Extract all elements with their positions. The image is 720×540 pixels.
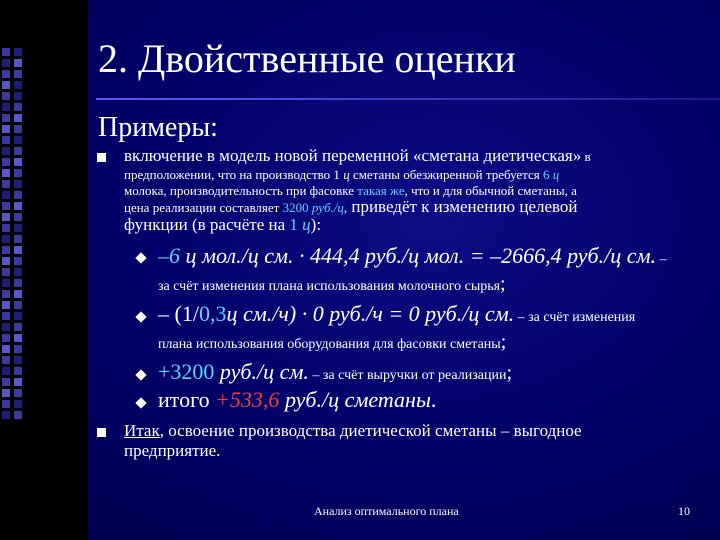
decor-square: [2, 334, 10, 342]
sub-bullet-4: [158, 386, 436, 414]
decor-square: [2, 114, 10, 122]
decor-square: [2, 301, 10, 309]
decor-square: [14, 48, 22, 56]
decor-square: [2, 70, 10, 78]
decor-square: [14, 400, 22, 408]
formula: – (1/: [158, 301, 199, 326]
decor-square: [2, 191, 10, 199]
decor-square: [14, 213, 22, 221]
decor-square: [2, 235, 10, 243]
decor-square: [14, 70, 22, 78]
decor-square: [2, 356, 10, 364]
decorative-squares: [2, 48, 22, 419]
text: за счёт изменения плана использования молочного сырья: [158, 279, 501, 294]
formula: руб./ц см.: [214, 359, 309, 384]
decor-square: [2, 246, 10, 254]
formula: ц мол./ц см. · 444,4 руб./ц мол. = –2666,4 руб./ц см.: [180, 243, 657, 268]
decor-square: [2, 224, 10, 232]
left-sidebar-decor: [0, 0, 88, 540]
formula: руб./ц сметаны: [279, 387, 431, 412]
decor-square: [2, 81, 10, 89]
decor-square: [2, 180, 10, 188]
decor-square: [2, 136, 10, 144]
decor-square: [14, 334, 22, 342]
text: цена реализации составляет: [124, 200, 280, 215]
text: – за счёт выручки от реализации: [308, 368, 507, 383]
square-bullet-icon: [97, 153, 106, 162]
square-bullet-icon: [97, 428, 106, 437]
decor-square: [2, 213, 10, 221]
decor-square: [2, 268, 10, 276]
text: , что и для обычной сметаны, а: [404, 183, 577, 198]
diamond-bullet-icon: [135, 311, 146, 322]
decor-square: [14, 59, 22, 67]
decor-square: [2, 323, 10, 331]
decor-square: [14, 246, 22, 254]
decor-square: [14, 103, 22, 111]
decor-square: [14, 290, 22, 298]
decor-square: [14, 81, 22, 89]
bullet-1-line-2: [124, 166, 559, 183]
highlight-value: 6: [539, 167, 550, 182]
decor-square: [14, 147, 22, 155]
decor-square: [14, 378, 22, 386]
decor-square: [2, 257, 10, 265]
highlight-value: 1: [285, 215, 298, 234]
decor-square: [2, 378, 10, 386]
decor-square: [14, 301, 22, 309]
page-number: 10: [678, 504, 690, 518]
text: в: [581, 149, 591, 164]
text: Итак: [124, 421, 160, 440]
highlight-unit: ц: [297, 215, 311, 234]
sub-bullet-1-line-2: [158, 274, 506, 297]
text: сметаны обезжиренной требуется: [349, 167, 540, 182]
decor-square: [2, 103, 10, 111]
decor-square: [2, 202, 10, 210]
decor-square: [14, 92, 22, 100]
decor-square: [2, 345, 10, 353]
bullet-2-line-1: [124, 420, 582, 442]
decor-square: [14, 312, 22, 320]
text: функции (в расчёте на: [124, 215, 286, 234]
decor-square: [14, 202, 22, 210]
decor-square: [2, 125, 10, 133]
text: ;: [506, 362, 513, 384]
text: предположении, что на производство 1: [124, 167, 340, 182]
sub-bullet-2-line-1: [158, 300, 635, 332]
total-value: +533,6: [215, 387, 280, 412]
diamond-bullet-icon: [135, 252, 146, 263]
decor-square: [2, 389, 10, 397]
highlight-text: такая же: [354, 183, 405, 198]
text: – за счёт изменения: [514, 310, 636, 325]
text: плана использования оборудования для фасовки сметаны: [158, 337, 501, 352]
decor-square: [14, 411, 22, 419]
sub-bullet-1-line-1: [158, 242, 667, 274]
decor-square: [14, 114, 22, 122]
slide-subtitle: Примеры:: [98, 112, 218, 143]
diamond-bullet-icon: [135, 397, 146, 408]
highlight-unit: ц: [549, 167, 560, 182]
decor-square: [2, 59, 10, 67]
decor-square: [2, 48, 10, 56]
decor-square: [2, 290, 10, 298]
decor-square: [14, 323, 22, 331]
highlight-value: 0,3: [198, 301, 227, 326]
decor-square: [2, 400, 10, 408]
text: .: [430, 387, 437, 412]
decor-square: [2, 147, 10, 155]
bullet-1-line-1: [124, 145, 591, 168]
decor-square: [14, 268, 22, 276]
highlight-value: 3200: [279, 200, 309, 215]
decor-square: [14, 279, 22, 287]
decor-square: [14, 191, 22, 199]
decor-square: [14, 169, 22, 177]
sub-bullet-2-line-2: [158, 332, 506, 355]
text: итого: [158, 387, 216, 412]
decor-square: [14, 224, 22, 232]
decor-square: [2, 312, 10, 320]
text: ):: [310, 215, 322, 234]
decor-square: [2, 411, 10, 419]
decor-square: [2, 92, 10, 100]
text: молока, производительность при фасовке: [124, 183, 355, 198]
text: ,: [343, 200, 348, 215]
decor-square: [14, 180, 22, 188]
decor-square: [2, 158, 10, 166]
text: –: [656, 252, 667, 267]
text: ;: [500, 331, 507, 353]
text: , освоение производства диетической сметаны – выгодное: [159, 421, 582, 440]
decor-square: [14, 257, 22, 265]
diamond-bullet-icon: [135, 369, 146, 380]
title-underline: [96, 98, 720, 100]
highlight-value: –6: [158, 243, 180, 268]
decor-square: [14, 356, 22, 364]
decor-square: [14, 125, 22, 133]
bullet-2-line-2: предприятие.: [124, 441, 221, 460]
slide-footer: Анализ оптимального плана: [314, 504, 459, 518]
decor-square: [2, 367, 10, 375]
decor-square: [14, 345, 22, 353]
text: включение в модель новой переменной «сметана диетическая»: [124, 146, 582, 165]
decor-square: [14, 389, 22, 397]
slide-title: 2. Двойственные оценки: [98, 36, 516, 81]
formula: ц см./ч) · 0 руб./ч = 0 руб./ц см.: [226, 301, 515, 326]
decor-square: [14, 235, 22, 243]
decor-square: [2, 279, 10, 287]
text: приведёт к изменению целевой: [347, 197, 578, 216]
highlight-unit: руб./ц: [308, 200, 344, 215]
decor-square: [14, 136, 22, 144]
decor-square: [14, 158, 22, 166]
text: ц: [339, 167, 350, 182]
decor-square: [14, 367, 22, 375]
bullet-1-line-5: [124, 214, 321, 236]
decor-square: [2, 169, 10, 177]
highlight-value: +3200: [158, 359, 215, 384]
text: ;: [500, 273, 506, 295]
